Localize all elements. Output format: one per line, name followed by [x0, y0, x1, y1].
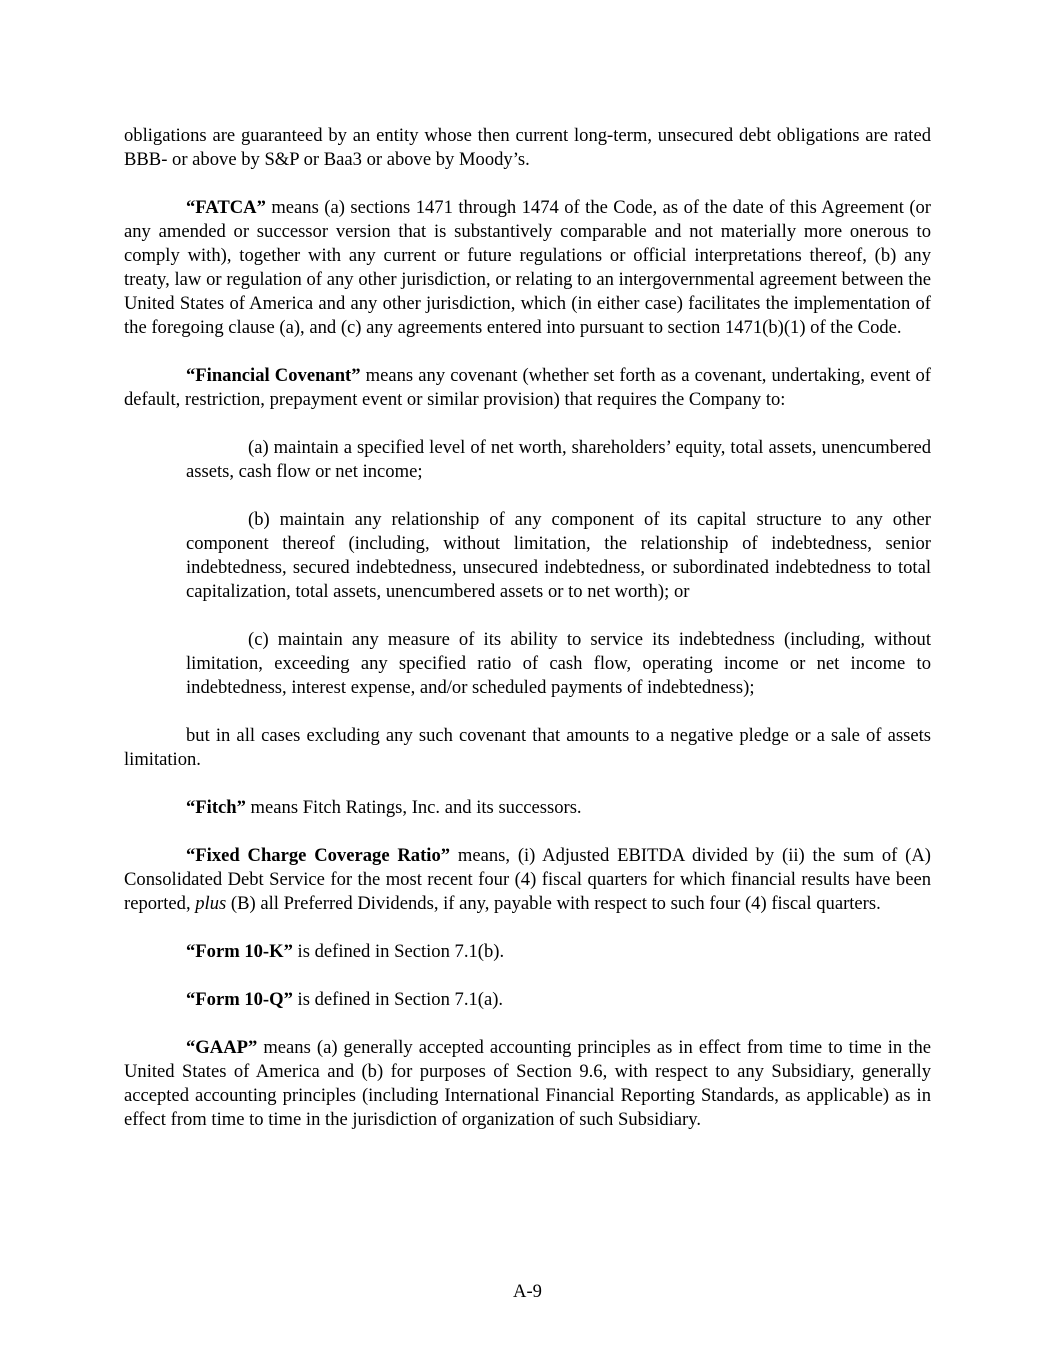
definition-text: means any covenant (whether set forth as a covenant, undertaking, event of default, restriction, prepayment event or similar provision) that requires the Company to: — [124, 365, 931, 410]
definition-text: is defined in Section 7.1(a). — [292, 989, 504, 1010]
defined-term: “Form 10-K” — [186, 941, 293, 962]
definition-form-10q — [124, 988, 931, 1012]
definition-fatca — [124, 196, 931, 340]
defined-term: “Financial Covenant” — [186, 365, 361, 386]
page-number: A-9 — [513, 1281, 542, 1302]
definition-italic: plus — [195, 893, 227, 914]
defined-term: “FATCA” — [186, 197, 266, 218]
definition-fitch — [124, 796, 931, 820]
intro-paragraph: obligations are guaranteed by an entity whose then current long-term, unsecured debt obligations are rated BBB- or above by S&P or Baa3 or above by Moody’s. — [124, 125, 931, 170]
clause-a: (a) maintain a specified level of net worth, shareholders’ equity, total assets, unencumbered assets, cash flow or net income; — [186, 437, 931, 482]
defined-term: “Fitch” — [186, 797, 246, 818]
covenant-closing: but in all cases excluding any such covenant that amounts to a negative pledge or a sale of assets limitation. — [124, 725, 931, 770]
definition-text: means, (i) Adjusted EBITDA divided by (ii) the sum of (A) Consolidated Debt Service for the most recent four (4) fiscal quarters for which financial results have been reported, — [124, 845, 931, 914]
definition-form-10k — [124, 940, 931, 964]
definition-financial-covenant — [124, 364, 931, 412]
defined-term: “GAAP” — [186, 1037, 258, 1058]
definition-text: (B) all Preferred Dividends, if any, payable with respect to such four (4) fiscal quarters. — [226, 893, 881, 914]
clause-b: (b) maintain any relationship of any component of its capital structure to any other component thereof (including, without limitation, the relationship of indebtedness, senior indebtedness, secured indebtedness, unsecured indebtedness, or subordinated indebtedness to total capitalization, total assets, unencumbered assets or to net worth); or — [186, 509, 931, 602]
definition-fixed-charge-coverage-ratio — [124, 844, 931, 916]
defined-term: “Fixed Charge Coverage Ratio” — [186, 845, 451, 866]
definition-text: is defined in Section 7.1(b). — [292, 941, 505, 962]
definition-text: means (a) generally accepted accounting principles as in effect from time to time in the United States of America and (b) for purposes of Section 9.6, with respect to any Subsidiary, generally accepted accounting principles (including International Financial Reporting Standards, as applicable) as in effect from time to time in the jurisdiction of organization of such Subsidiary. — [124, 1037, 931, 1130]
definition-text: means Fitch Ratings, Inc. and its successors. — [245, 797, 582, 818]
defined-term: “Form 10-Q” — [186, 989, 293, 1010]
definition-text: means (a) sections 1471 through 1474 of the Code, as of the date of this Agreement (or any amended or successor version that is substantively comparable and not materially more onerous to comply with), together with any current or future regulations or official interpretations thereof, (b) any treaty, law or regulation of any other jurisdiction, or relating to an intergovernmental agreement between the United States of America and any other jurisdiction, which (in either case) facilitates the implementation of the foregoing clause (a), and (c) any agreements entered into pursuant to section 1471(b)(1) of the Code. — [124, 197, 931, 338]
document-page — [124, 124, 931, 1156]
clause-c: (c) maintain any measure of its ability to service its indebtedness (including, without limitation, exceeding any specified ratio of cash flow, operating income or net income to indebtedness, interest expense, and/or scheduled payments of indebtedness); — [186, 629, 931, 698]
definition-gaap — [124, 1036, 931, 1132]
